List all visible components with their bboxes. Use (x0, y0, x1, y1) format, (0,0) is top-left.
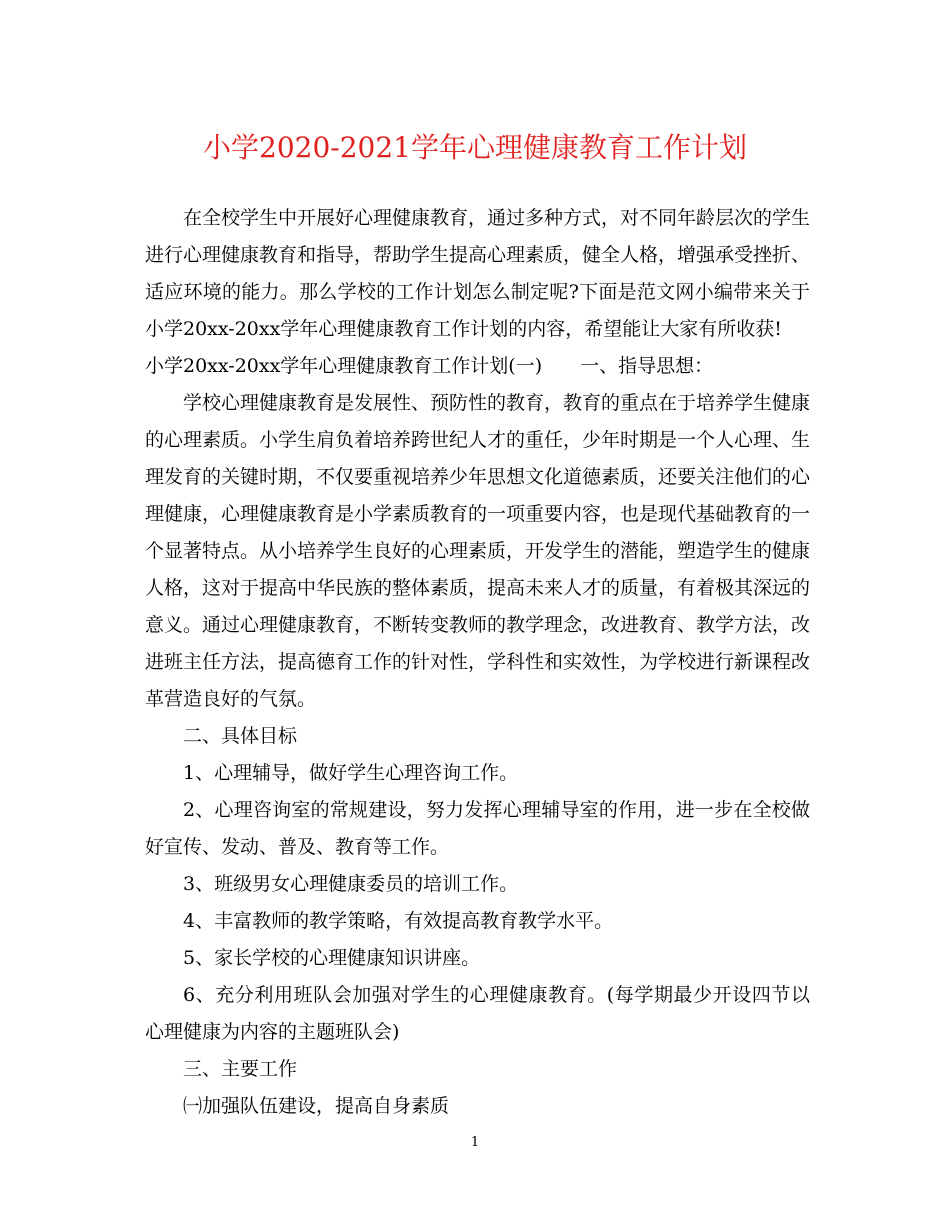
main-work-item-1: ㈠加强队伍建设，提高自身素质 (183, 1095, 450, 1117)
goal-item-5: 5、家长学校的心理健康知识讲座。 (183, 947, 481, 969)
page-number: 1 (470, 1135, 480, 1150)
intro-paragraph: 在全校学生中开展好心理健康教育，通过多种方式，对不同年龄层次的学生进行心理健康教育和指导，帮助学生提高心理素质，健全人格，增强承受挫折、适应环境的能力。那么学校的工作计划怎么制定呢?下面是范文网小编带来关于小学20xx-20xx学年心理健康教育工作计划的内容，希望能让大家有所收获! (145, 207, 811, 340)
goal-item-6: 6、充分利用班队会加强对学生的心理健康教育。(每学期最少开设四节以心理健康为内容的主题班队会) (145, 984, 810, 1043)
goal-item-4: 4、丰富教师的教学策略，有效提高教育教学水平。 (183, 910, 614, 932)
goal-item-2: 2、心理咨询室的常规建设，努力发挥心理辅导室的作用，进一步在全校做好宣传、发动、普及、教育等工作。 (145, 799, 810, 858)
guiding-thought-paragraph: 学校心理健康教育是发展性、预防性的教育，教育的重点在于培养学生健康的心理素质。小学生肩负着培养跨世纪人才的重任，少年时期是一个人心理、生理发育的关键时期，不仅要重视培养少年思想文化道德素质，还要关注他们的心理健康，心理健康教育是小学素质教育的一项重要内容，也是现代基础教育的一个显著特点。从小培养学生良好的心理素质，开发学生的潜能，塑造学生的健康人格，这对于提高中华民族的整体素质，提高未来人才的质量，有着极其深远的意义。通过心理健康教育，不断转变教师的教学理念，改进教育、教学方法，改进班主任方法，提高德育工作的针对性，学科性和实效性，为学校进行新课程改革营造良好的气氛。 (145, 392, 811, 710)
page-title: 小学2020-2021学年心理健康教育工作计划 (203, 131, 747, 164)
document-body (145, 200, 810, 1125)
section-heading-goals: 二、具体目标 (183, 725, 298, 747)
section-heading-main-work: 三、主要工作 (183, 1058, 298, 1080)
goal-item-3: 3、班级男女心理健康委员的培训工作。 (183, 873, 519, 895)
plan-heading-paragraph: 小学20xx-20xx学年心理健康教育工作计划(一) 一、指导思想： (145, 355, 714, 377)
goal-item-1: 1、心理辅导，做好学生心理咨询工作。 (183, 762, 519, 784)
